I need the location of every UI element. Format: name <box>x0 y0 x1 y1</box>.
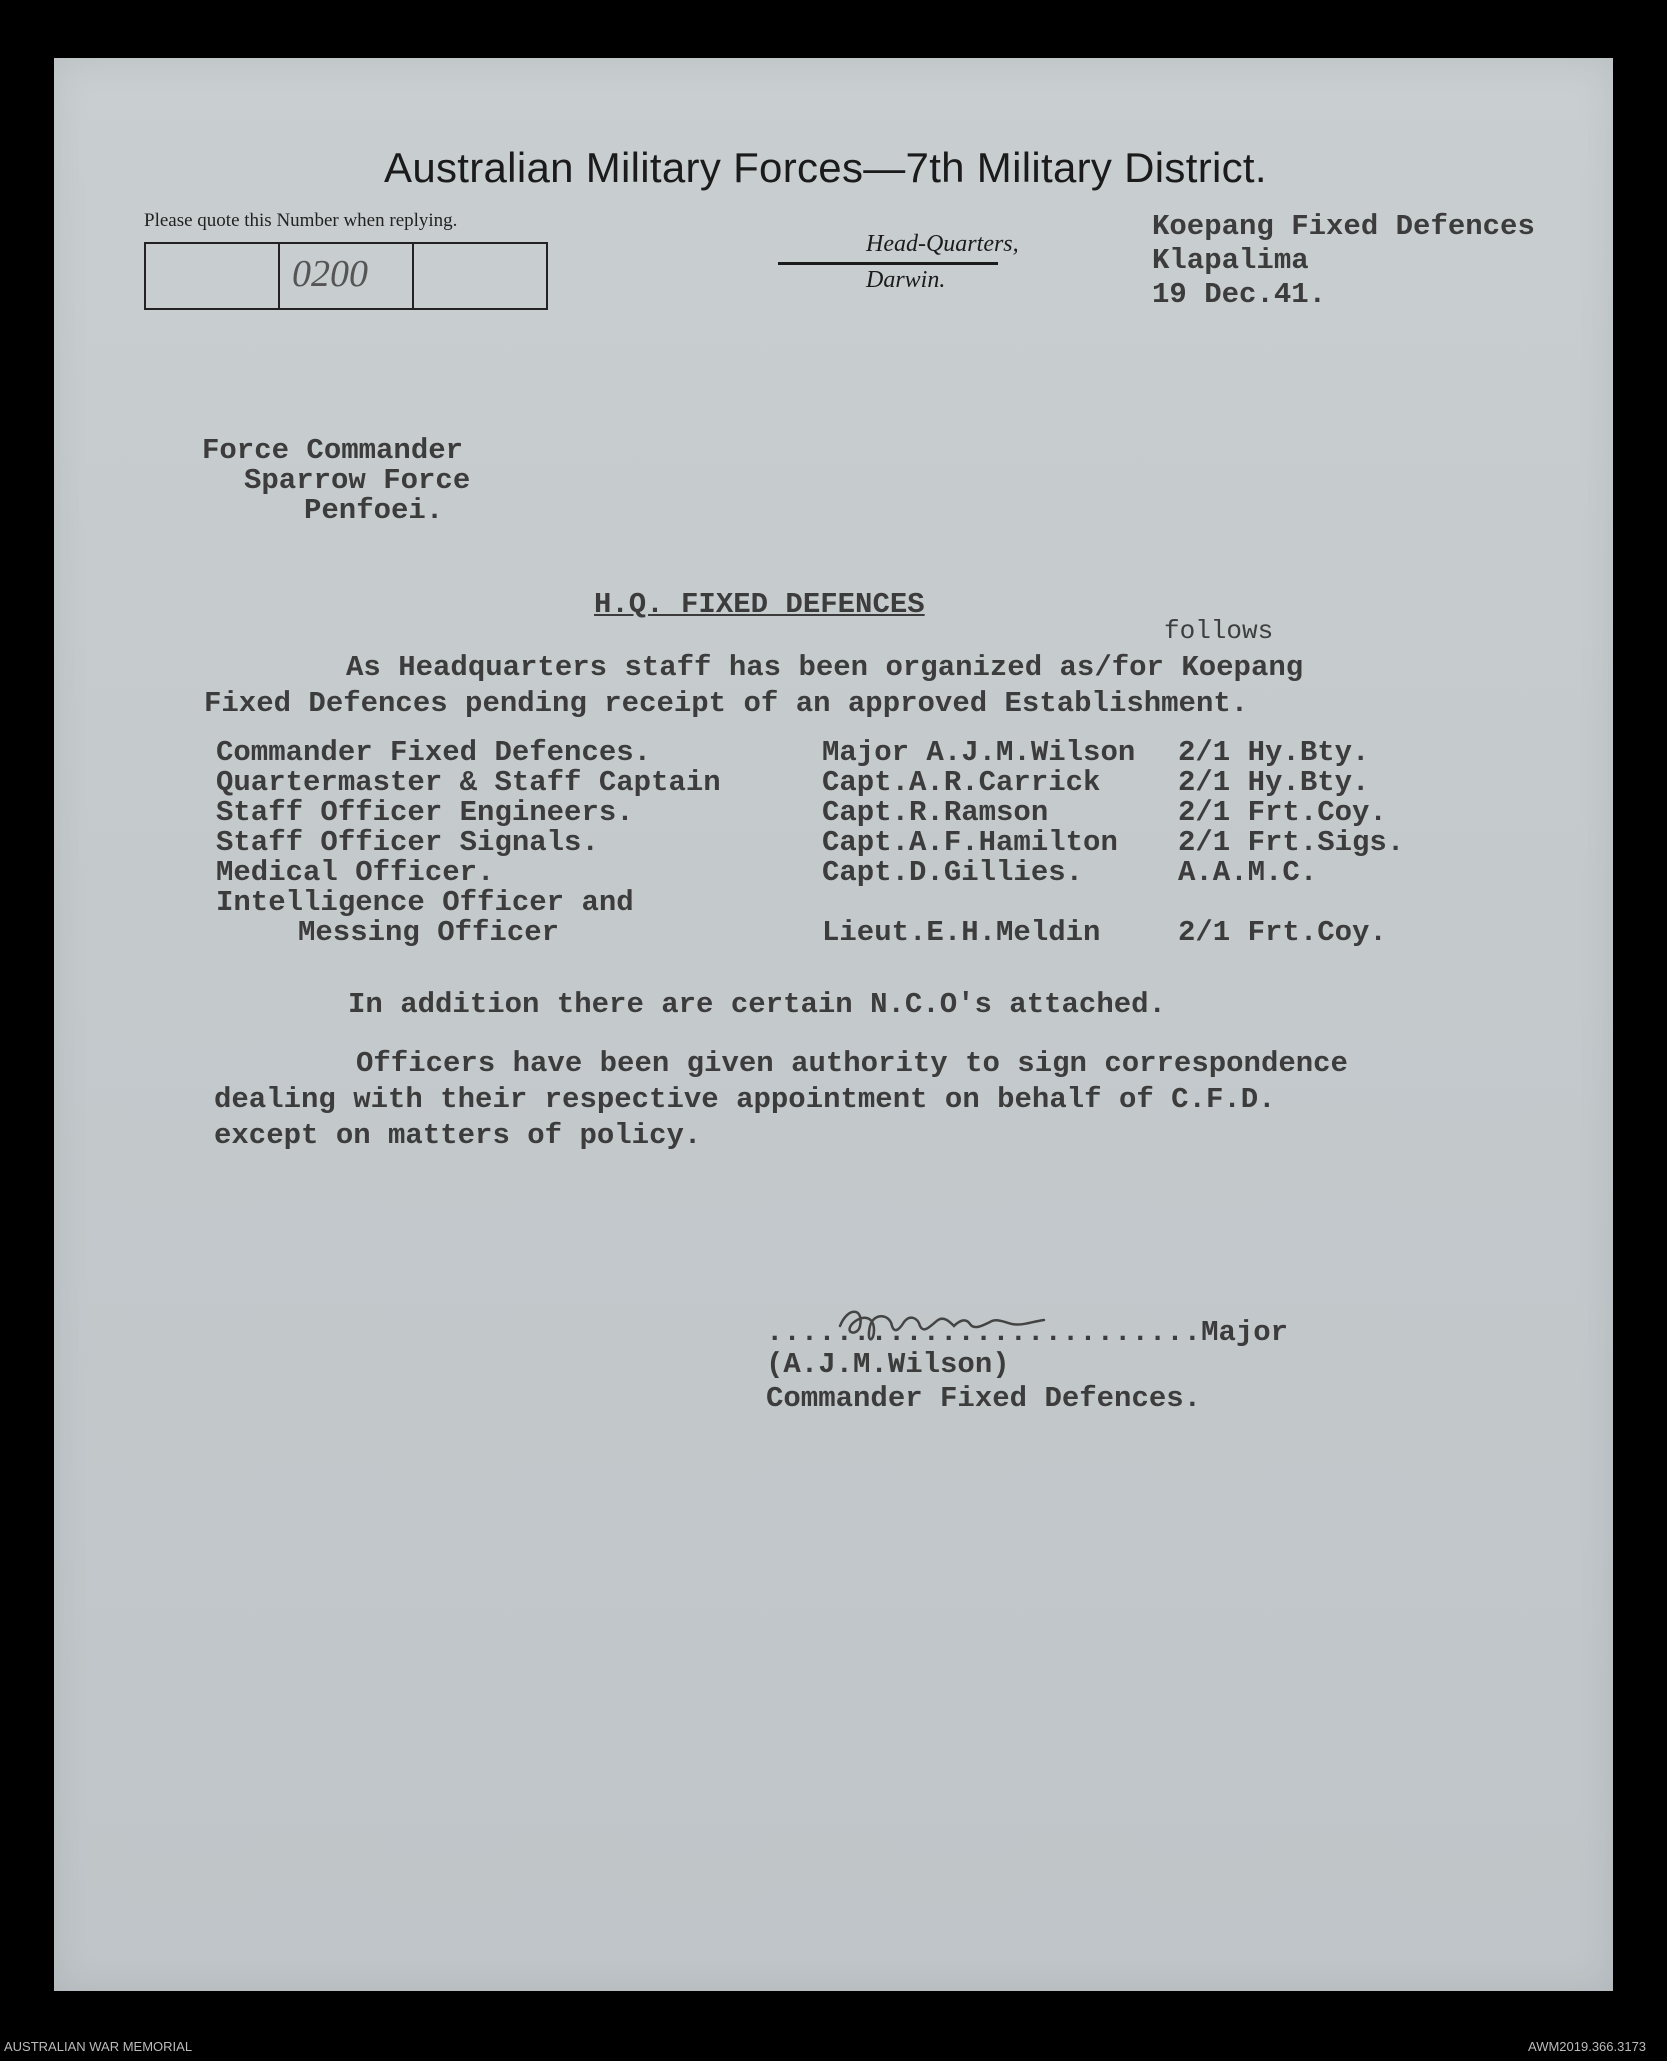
sender-date: 19 Dec.41. <box>1152 278 1327 311</box>
reference-cell-3 <box>414 244 546 308</box>
addressee-line-3: Penfoei. <box>304 494 444 527</box>
staff-unit: 2/1 Hy.Bty. <box>1178 736 1370 769</box>
signatory-title: Commander Fixed Defences. <box>766 1382 1202 1415</box>
staff-unit: A.A.M.C. <box>1178 856 1318 889</box>
paragraph-3 <box>214 1046 1348 1154</box>
staff-role: Staff Officer Engineers. <box>216 796 634 829</box>
staff-unit: 2/1 Hy.Bty. <box>1178 766 1370 799</box>
staff-unit: 2/1 Frt.Sigs. <box>1178 826 1405 859</box>
staff-table <box>216 738 1438 948</box>
staff-name: Capt.A.R.Carrick <box>822 766 1101 799</box>
staff-role-line-1: Intelligence Officer and <box>216 886 634 919</box>
staff-name: Major A.J.M.Wilson <box>822 736 1136 769</box>
paragraph-3-line-3: except on matters of policy. <box>214 1119 702 1152</box>
staff-name: Capt.D.Gillies. <box>822 856 1084 889</box>
reference-cell-2 <box>280 244 414 308</box>
hq-line-2: Darwin. <box>866 267 946 293</box>
paragraph-1 <box>204 650 1303 722</box>
staff-row-last <box>216 888 1438 948</box>
staff-name: Capt.R.Ramson <box>822 796 1049 829</box>
paragraph-2: In addition there are certain N.C.O's attached. <box>348 988 1166 1021</box>
addressee-line-2: Sparrow Force <box>244 464 471 497</box>
paragraph-3-line-2: dealing with their respective appointment on behalf of C.F.D. <box>214 1083 1276 1116</box>
sender-line-1: Koepang Fixed Defences <box>1152 210 1535 243</box>
signatory-name: (A.J.M.Wilson) <box>766 1348 1010 1381</box>
sender-line-2: Klapalima <box>1152 244 1309 277</box>
reference-number-box <box>144 242 548 310</box>
letterhead-title: Australian Military Forces—7th Military District. <box>384 144 1267 191</box>
staff-role: Staff Officer Signals. <box>216 826 599 859</box>
staff-role: Medical Officer. <box>216 856 495 889</box>
handwritten-insert: follows <box>1164 616 1274 646</box>
addressee-line-1: Force Commander <box>202 434 464 467</box>
staff-row <box>216 858 1438 888</box>
staff-name: Capt.A.F.Hamilton <box>822 826 1118 859</box>
reference-cell-1 <box>146 244 280 308</box>
staff-row <box>216 798 1438 828</box>
document-page <box>54 58 1613 1991</box>
staff-name: Lieut.E.H.Meldin <box>822 916 1101 949</box>
staff-role <box>216 888 822 948</box>
staff-role: Quartermaster & Staff Captain <box>216 766 721 799</box>
paragraph-1-line-1: As Headquarters staff has been organized as/for Koepang <box>346 651 1304 684</box>
memo-heading: H.Q. FIXED DEFENCES <box>594 588 925 621</box>
sender-block <box>1152 210 1535 312</box>
staff-row <box>216 768 1438 798</box>
staff-role-line-2: Messing Officer <box>298 916 560 949</box>
signatory-block <box>766 1348 1201 1416</box>
staff-unit: 2/1 Frt.Coy. <box>1178 916 1387 949</box>
headquarters-block <box>866 226 1019 298</box>
hq-line-1: Head-Quarters, <box>866 231 1019 257</box>
signature-dotted-line: .........................Major <box>766 1316 1289 1349</box>
paragraph-1-line-2: Fixed Defences pending receipt of an approved Establishment. <box>204 687 1249 720</box>
addressee-block <box>202 436 470 526</box>
reference-number: 0200 <box>292 253 368 295</box>
staff-row <box>216 828 1438 858</box>
staff-row <box>216 738 1438 768</box>
staff-unit: 2/1 Frt.Coy. <box>1178 796 1387 829</box>
archive-credit: AUSTRALIAN WAR MEMORIAL <box>4 2039 193 2054</box>
quote-number-label: Please quote this Number when replying. <box>144 210 458 231</box>
staff-role: Commander Fixed Defences. <box>216 736 652 769</box>
paragraph-3-line-1: Officers have been given authority to sign correspondence <box>356 1047 1348 1080</box>
archive-accession-number: AWM2019.366.3173 <box>1528 2039 1647 2054</box>
